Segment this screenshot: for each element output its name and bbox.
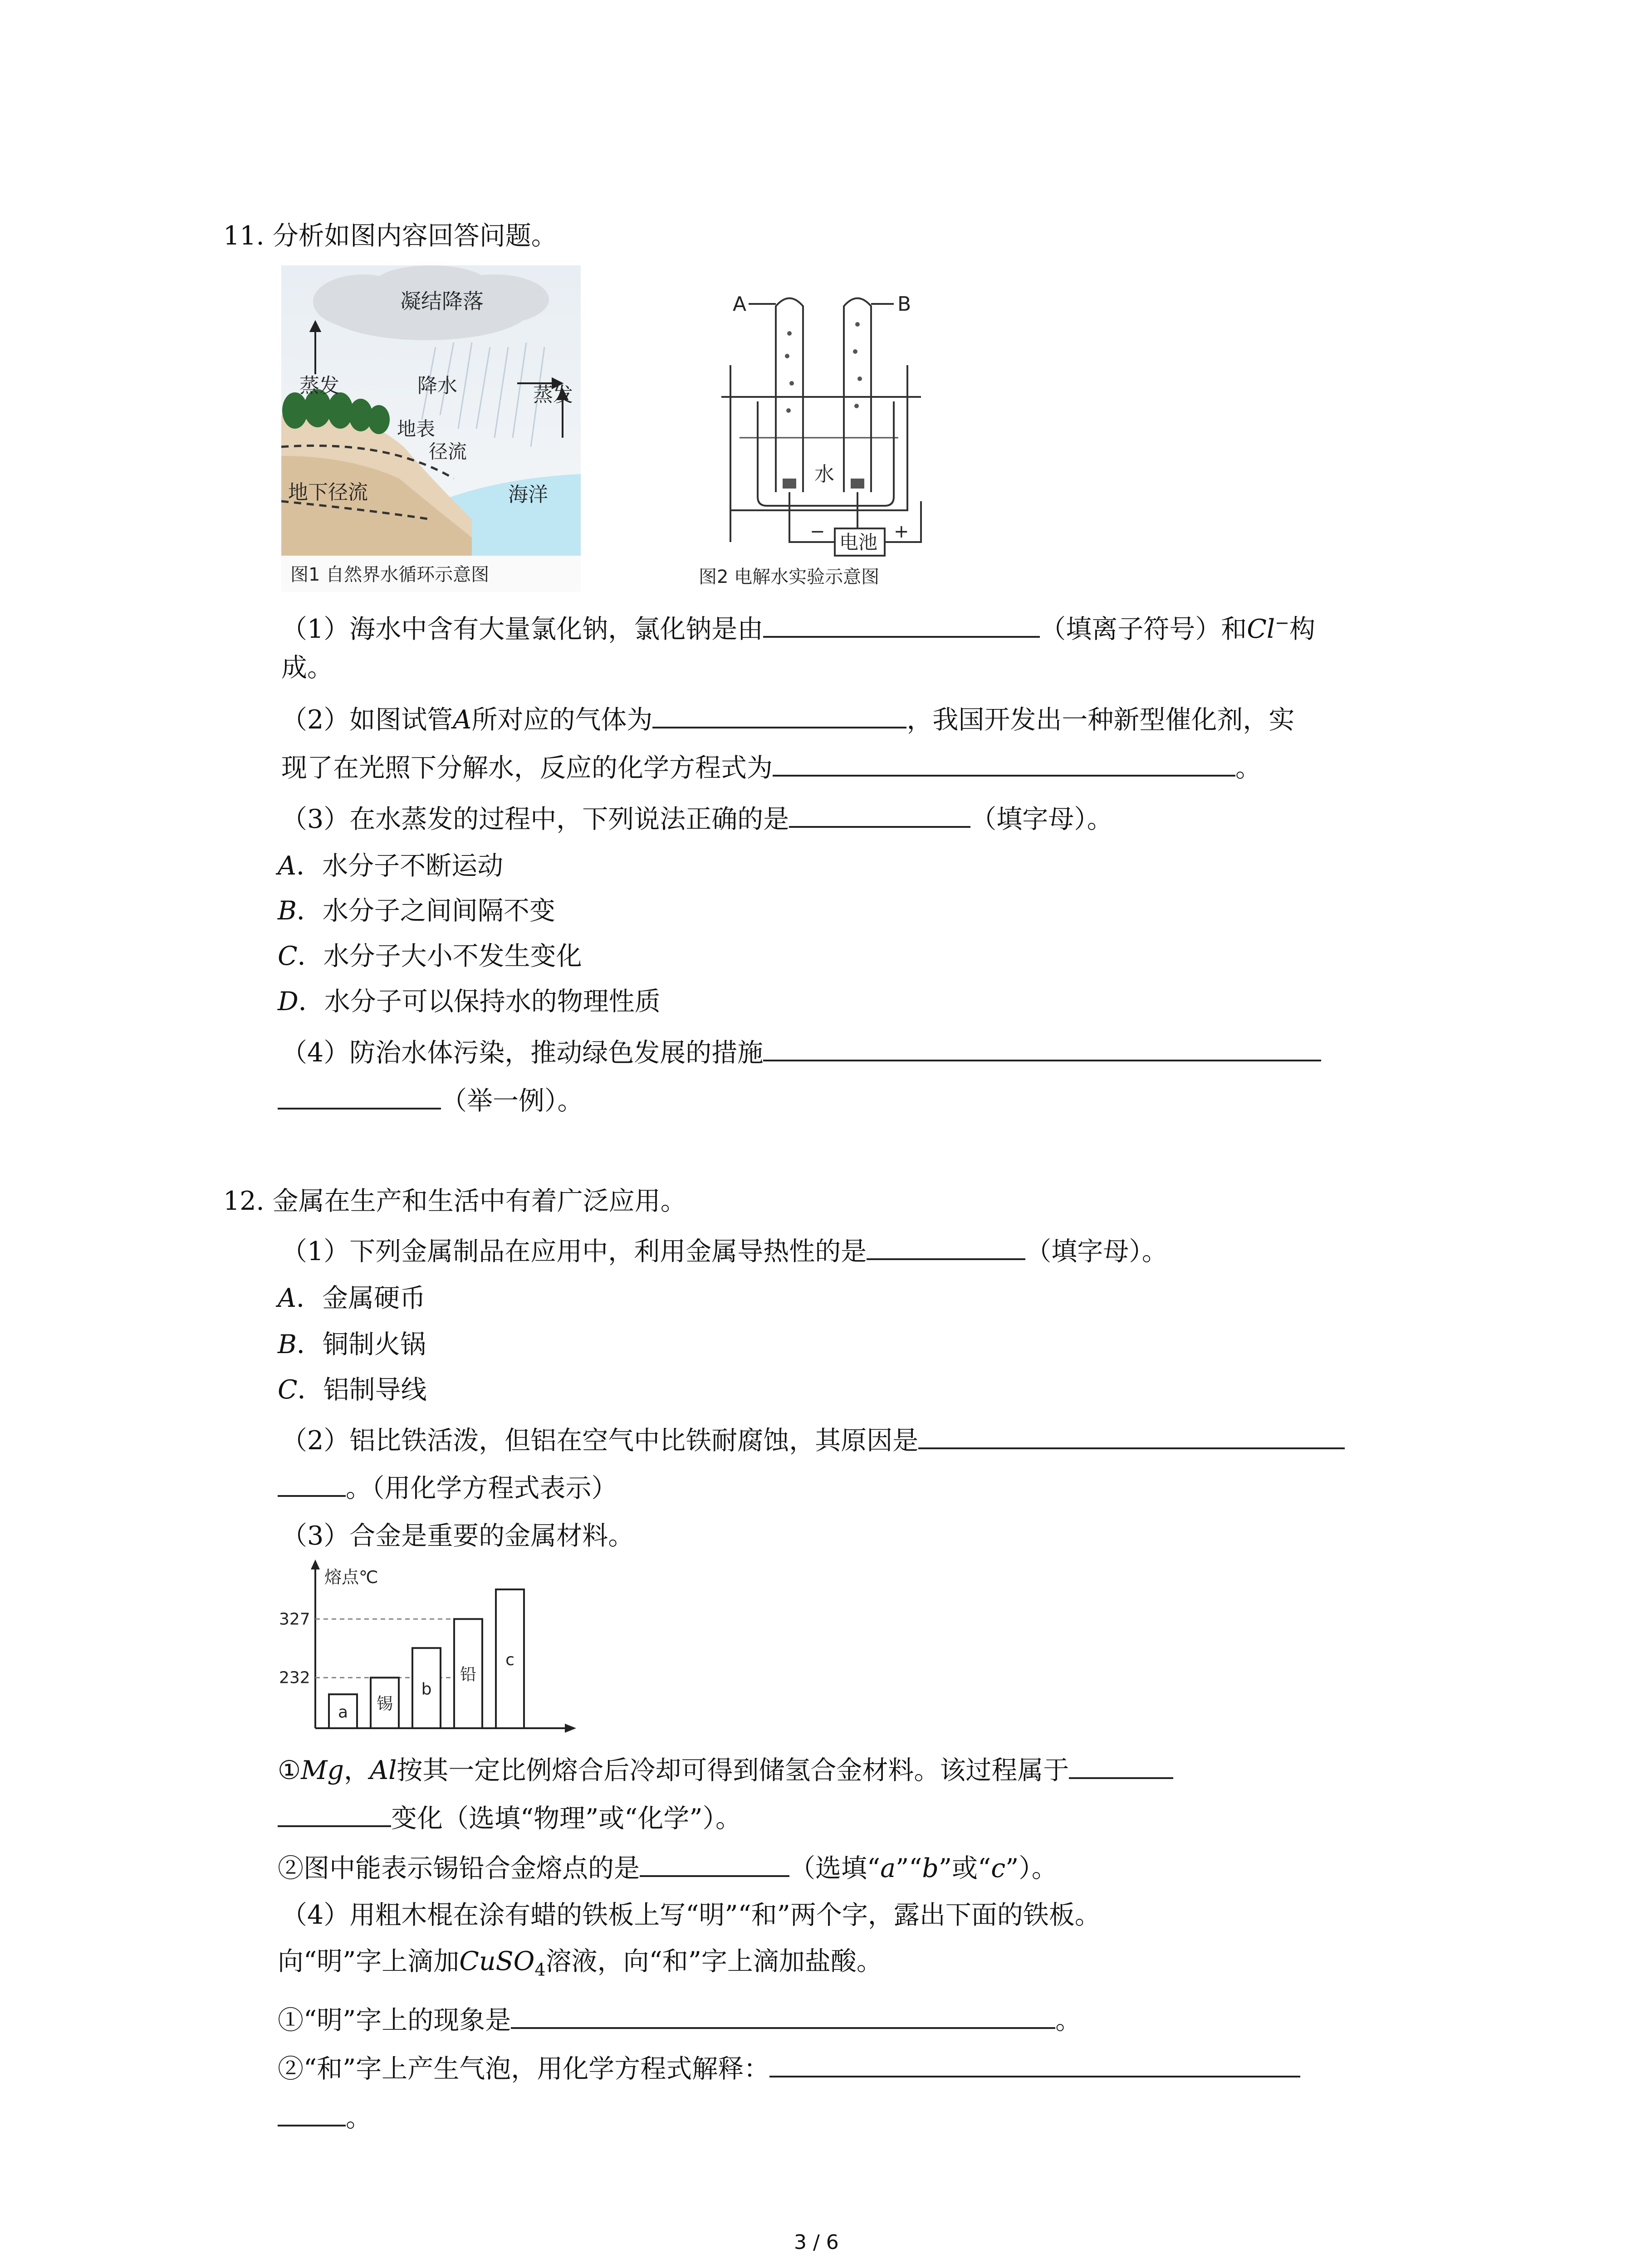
q12-part4-sub2 xyxy=(278,2050,1300,2087)
q12-sub2-hint4: ”）。 xyxy=(1005,1853,1058,1883)
chloride-symbol: Cl xyxy=(1247,614,1275,644)
q12-option-a xyxy=(278,1280,426,1316)
chloride-charge: − xyxy=(1275,613,1289,633)
q12-he-answer-blank[interactable] xyxy=(769,2050,1300,2077)
option-text: ．铜制火锅 xyxy=(296,1330,426,1359)
q12-option-c xyxy=(278,1372,427,1408)
separator: ， xyxy=(343,1755,370,1785)
battery-label: 电池 xyxy=(839,531,878,553)
q11-part2-text3: ，我国开发出一种新型催化剂，实 xyxy=(906,705,1295,735)
q11-part3-line xyxy=(281,801,1113,837)
y-axis-arrow xyxy=(311,1559,320,1569)
q12-ming-text: ①“明”字上的现象是 xyxy=(278,2005,511,2035)
circled-one: ① xyxy=(278,1755,301,1785)
melting-point-chart xyxy=(265,1556,583,1746)
q11-part1-answer-blank[interactable] xyxy=(763,611,1040,638)
melting-point-chart-svg xyxy=(265,1556,583,1746)
water-cycle-figure xyxy=(281,265,581,592)
choice-c: c xyxy=(991,1853,1006,1883)
q12-part2-text: （2）铝比铁活泼，但铝在空气中比铁耐腐蚀，其原因是 xyxy=(281,1426,919,1456)
q11-option-c xyxy=(278,938,582,974)
option-text: ．水分子不断运动 xyxy=(296,851,504,881)
evaporation-right-label: 蒸发 xyxy=(533,383,573,406)
bar-label-0: a xyxy=(338,1703,348,1722)
q11-measure-answer-blank[interactable] xyxy=(763,1034,1321,1061)
q12-part4-line2 xyxy=(278,1943,882,1988)
q12-part4-sub2-cont xyxy=(278,2099,372,2136)
q12-part2-answer-blank[interactable] xyxy=(918,1422,1345,1449)
q11-option-a xyxy=(278,848,503,884)
option-letter: A xyxy=(278,851,297,881)
q12-part1-line xyxy=(281,1233,1168,1270)
q11-part1-tail: 构 xyxy=(1289,614,1315,644)
cloud-label: 凝结降落 xyxy=(400,289,484,313)
q12-change-answer-blank[interactable] xyxy=(1069,1752,1173,1779)
q12-part1-hint: （填字母）。 xyxy=(1025,1237,1168,1266)
choice-a: a xyxy=(880,1853,896,1883)
electrolysis-figure xyxy=(681,265,953,592)
q11-part3-answer-blank[interactable] xyxy=(789,801,970,828)
q11-option-d xyxy=(278,983,661,1020)
q12-part4-line1: （4）用粗木棍在涂有蜡的铁板上写“明”“和”两个字，露出下面的铁板。 xyxy=(281,1900,1101,1930)
q11-part4-line1 xyxy=(281,1034,1321,1071)
q12-sub2-line xyxy=(278,1850,1058,1887)
q12-part1-text: （1）下列金属制品在应用中，利用金属导热性的是 xyxy=(281,1237,867,1266)
q12-sub1-text: 按其一定比例熔合后冷却可得到储氢合金材料。该过程属于 xyxy=(397,1755,1069,1785)
figure1-caption: 图1 自然界水循环示意图 xyxy=(290,564,490,585)
q12-sub1-line2 xyxy=(278,1800,741,1837)
q11-part1-line2: 成。 xyxy=(281,653,333,683)
choice-b: b xyxy=(922,1853,939,1883)
q12-part2-line1 xyxy=(281,1422,1345,1459)
bar-label-3: 铅 xyxy=(460,1665,477,1684)
option-text: ．水分子之间间隔不变 xyxy=(296,896,555,926)
q12-part4-sub1 xyxy=(278,2002,1081,2038)
q11-part2-text4: 现了在光照下分解水，反应的化学方程式为 xyxy=(281,753,773,783)
bar-label-2: b xyxy=(421,1680,432,1699)
q11-part1-text: （1）海水中含有大量氯化钠，氯化钠是由 xyxy=(281,614,764,644)
q12-part4-text: 向“明”字上滴加 xyxy=(278,1946,460,1976)
q12-sub1-hint: 变化（选填“物理”或“化学”）。 xyxy=(391,1804,742,1833)
q12-part3-line: （3）合金是重要的金属材料。 xyxy=(281,1521,634,1551)
cuso4-formula: CuSO xyxy=(459,1946,535,1976)
al-symbol: Al xyxy=(369,1755,397,1785)
q12-change-answer-blank-cont[interactable] xyxy=(278,1800,391,1827)
tube-a-label: A xyxy=(733,293,747,316)
figure2-caption: 图2 电解水实验示意图 xyxy=(699,567,880,587)
q12-stem: 12. 金属在生产和生活中有着广泛应用。 xyxy=(223,1186,686,1216)
q11-part2-end: 。 xyxy=(1235,753,1261,783)
q11-part4-line2 xyxy=(278,1082,583,1119)
electrolysis-illustration xyxy=(681,265,953,592)
option-letter: B xyxy=(278,896,297,926)
bar-label-1: 锡 xyxy=(376,1695,393,1714)
option-letter: A xyxy=(278,1283,297,1313)
q12-part2-answer-blank-cont[interactable] xyxy=(278,1470,346,1497)
q12-sub2-hint3: ”或“ xyxy=(938,1853,991,1883)
q11-part3-hint: （填字母）。 xyxy=(970,804,1113,834)
option-text: ．水分子可以保持水的物理性质 xyxy=(298,987,661,1017)
q12-sub2-hint1: （选填“ xyxy=(789,1853,881,1883)
q11-part3-text: （3）在水蒸发的过程中，下列说法正确的是 xyxy=(281,804,789,834)
cuso4-subscript: 4 xyxy=(534,1960,546,1980)
battery-plus-label: + xyxy=(894,521,909,542)
q11-part2-line2 xyxy=(281,749,1261,786)
y-tick-label: 327 xyxy=(279,1610,310,1629)
q12-part2-line2 xyxy=(278,1470,617,1506)
ocean-label: 海洋 xyxy=(508,483,548,506)
option-text: ．铝制导线 xyxy=(297,1375,427,1405)
q12-ming-answer-blank[interactable] xyxy=(511,2002,1055,2029)
rain-label: 降水 xyxy=(417,374,457,397)
y-tick-label: 232 xyxy=(279,1668,310,1687)
q11-gas-answer-blank[interactable] xyxy=(652,701,906,728)
option-letter: B xyxy=(278,1330,297,1359)
option-letter: D xyxy=(278,987,299,1017)
runoff-label: 径流 xyxy=(429,440,467,463)
battery-minus-label: − xyxy=(810,521,825,542)
q12-option-b xyxy=(278,1326,426,1363)
page-number: 3 / 6 xyxy=(794,2231,839,2254)
q11-part2-text2: 所对应的气体为 xyxy=(471,705,653,735)
x-axis-arrow xyxy=(565,1724,576,1733)
y-axis-label: 熔点℃ xyxy=(324,1567,378,1587)
q12-he-answer-blank-cont[interactable] xyxy=(278,2099,346,2126)
q11-option-b xyxy=(278,893,555,929)
q11-equation-answer-blank[interactable] xyxy=(773,749,1235,777)
q11-part4-hint: （举一例）。 xyxy=(441,1086,583,1116)
water-cycle-illustration xyxy=(281,265,581,592)
q12-sub1-line1 xyxy=(278,1752,1173,1789)
q11-part2-line1 xyxy=(281,701,1294,738)
q12-sub2-hint2: ”“ xyxy=(896,1853,922,1883)
q12-alloy-answer-blank[interactable] xyxy=(640,1850,789,1877)
tube-b-label: B xyxy=(897,293,911,316)
q12-part4-text2: 溶液，向“和”字上滴加盐酸。 xyxy=(545,1946,882,1976)
q11-part2-text: （2）如图试管 xyxy=(281,705,453,735)
q11-part1-line1 xyxy=(281,605,1315,647)
evaporation-left-label: 蒸发 xyxy=(299,374,339,397)
q12-he-text: ②“和”字上产生气泡，用化学方程式解释： xyxy=(278,2054,770,2084)
q12-part1-answer-blank[interactable] xyxy=(867,1233,1025,1260)
q11-measure-answer-blank-cont[interactable] xyxy=(278,1082,441,1110)
q12-sub2-text: ②图中能表示锡铅合金熔点的是 xyxy=(278,1853,640,1883)
q12-he-end: 。 xyxy=(346,2103,372,2133)
q12-ming-end: 。 xyxy=(1055,2005,1082,2035)
q11-stem: 11. 分析如图内容回答问题。 xyxy=(223,221,557,251)
option-text: ．金属硬币 xyxy=(296,1283,426,1313)
water-label: 水 xyxy=(814,463,834,486)
surface-label: 地表 xyxy=(397,418,436,440)
q12-part2-hint: 。（用化学方程式表示） xyxy=(346,1473,617,1503)
underground-runoff-label: 地下径流 xyxy=(288,481,368,504)
option-letter: C xyxy=(278,941,298,971)
mg-symbol: Mg xyxy=(301,1755,344,1785)
tube-a-ref: A xyxy=(453,705,472,735)
option-text: ．水分子大小不发生变化 xyxy=(297,941,582,971)
option-letter: C xyxy=(278,1375,298,1405)
bar-label-4: c xyxy=(505,1651,514,1669)
q11-part4-text: （4）防治水体污染，推动绿色发展的措施 xyxy=(281,1038,764,1068)
q11-part1-hint: （填离子符号）和 xyxy=(1040,614,1247,644)
